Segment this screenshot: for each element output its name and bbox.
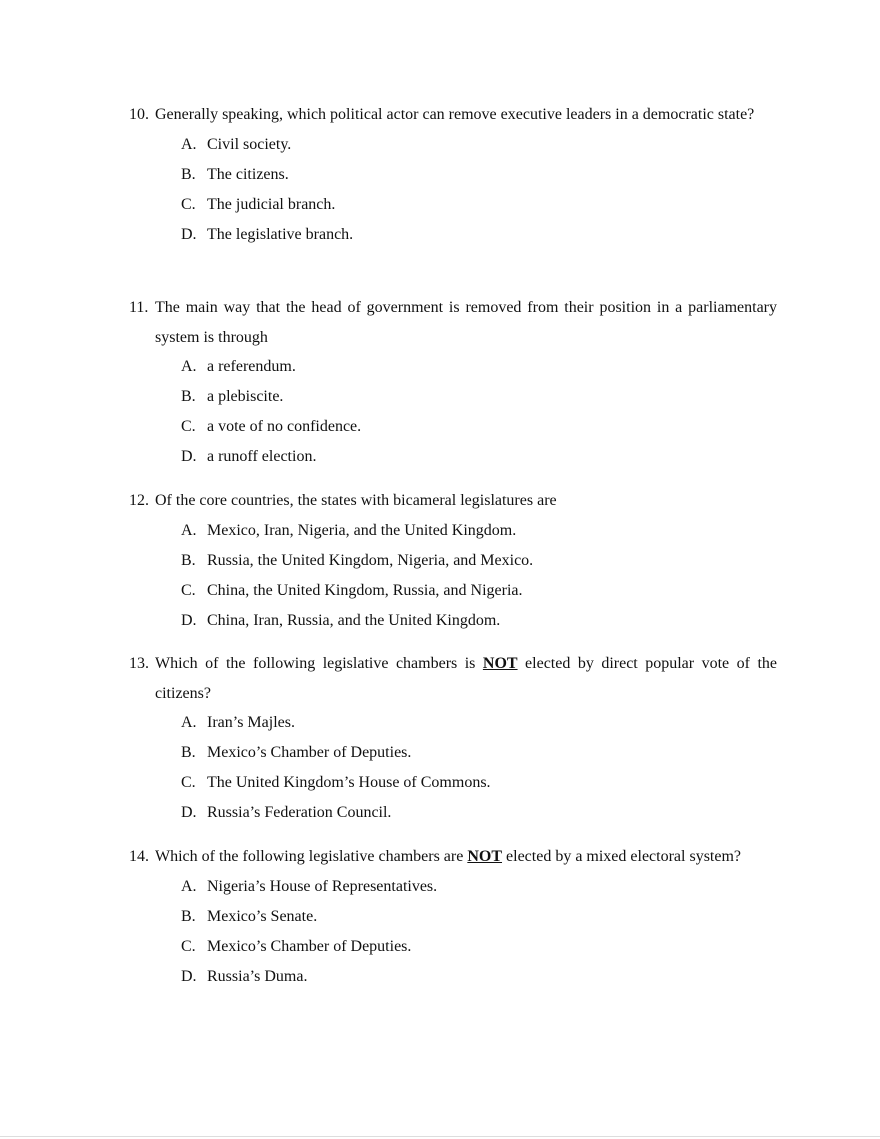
option-text: a vote of no confidence. bbox=[207, 418, 362, 435]
option-letter: B. bbox=[181, 907, 196, 925]
option-text: Russia’s Duma. bbox=[207, 967, 308, 985]
option-text: Mexico, Iran, Nigeria, and the United Kingdom. bbox=[207, 521, 517, 539]
question-text: Of the core countries, the states with bicameral legislatures are bbox=[155, 492, 557, 509]
option-text: Russia’s Federation Council. bbox=[207, 804, 392, 821]
answer-option-b bbox=[181, 738, 777, 768]
option-letter: A. bbox=[181, 877, 197, 895]
answer-option-c bbox=[181, 768, 777, 798]
question-text-before: Which of the following legislative chambers are bbox=[155, 848, 468, 865]
question-10 bbox=[129, 100, 777, 250]
question-11 bbox=[129, 293, 777, 472]
option-letter: B. bbox=[181, 388, 196, 405]
question-text bbox=[155, 649, 777, 708]
answer-option-d bbox=[181, 442, 777, 472]
answer-options bbox=[181, 708, 777, 828]
answer-options bbox=[181, 872, 777, 992]
option-letter: A. bbox=[181, 521, 197, 539]
answer-option-c bbox=[181, 576, 777, 606]
question-text: Generally speaking, which political actor can remove executive leaders in a democratic state? bbox=[155, 106, 755, 123]
answer-option-c bbox=[181, 932, 777, 962]
option-text: Mexico’s Chamber of Deputies. bbox=[207, 744, 412, 761]
option-text: Russia, the United Kingdom, Nigeria, and Mexico. bbox=[207, 551, 534, 569]
option-letter: A. bbox=[181, 135, 197, 153]
question-stem bbox=[129, 842, 777, 872]
answer-option-d bbox=[181, 606, 777, 636]
page-bottom-edge bbox=[0, 1136, 880, 1137]
answer-option-a bbox=[181, 872, 777, 902]
question-13 bbox=[129, 649, 777, 828]
question-number: 11. bbox=[129, 299, 149, 316]
answer-option-d bbox=[181, 798, 777, 828]
question-stem bbox=[129, 486, 777, 516]
question-text-after: elected by a mixed electoral system? bbox=[502, 848, 742, 865]
answer-options bbox=[181, 130, 777, 250]
answer-option-b bbox=[181, 902, 777, 932]
option-letter: B. bbox=[181, 744, 196, 761]
answer-option-b bbox=[181, 382, 777, 412]
option-text: China, Iran, Russia, and the United Kingdom. bbox=[207, 611, 501, 629]
answer-option-b bbox=[181, 546, 777, 576]
option-letter: C. bbox=[181, 418, 196, 435]
answer-option-a bbox=[181, 130, 777, 160]
question-number: 12. bbox=[129, 492, 149, 509]
option-letter: C. bbox=[181, 774, 196, 791]
question-text-after: elected by direct popular vote of the citizens? bbox=[155, 655, 777, 702]
option-letter: D. bbox=[181, 225, 197, 243]
option-letter: D. bbox=[181, 611, 197, 629]
question-text bbox=[155, 842, 777, 872]
answer-option-a bbox=[181, 708, 777, 738]
option-text: a runoff election. bbox=[207, 448, 317, 465]
answer-options bbox=[181, 352, 777, 472]
answer-option-c bbox=[181, 190, 777, 220]
option-letter: D. bbox=[181, 448, 197, 465]
option-text: Mexico’s Chamber of Deputies. bbox=[207, 937, 412, 955]
option-text: The judicial branch. bbox=[207, 195, 336, 213]
answer-option-d bbox=[181, 220, 777, 250]
question-text: The main way that the head of government is removed from their position in a parliamentary system is through bbox=[155, 299, 777, 346]
option-text: a plebiscite. bbox=[207, 388, 284, 405]
answer-option-d bbox=[181, 962, 777, 992]
answer-option-b bbox=[181, 160, 777, 190]
answer-options bbox=[181, 516, 777, 636]
option-letter: B. bbox=[181, 165, 196, 183]
option-letter: C. bbox=[181, 581, 196, 599]
question-number: 13. bbox=[129, 655, 149, 672]
option-text: Mexico’s Senate. bbox=[207, 907, 318, 925]
option-text: The United Kingdom’s House of Commons. bbox=[207, 774, 491, 791]
answer-option-a bbox=[181, 352, 777, 382]
not-emphasis: NOT bbox=[482, 655, 518, 672]
question-text-before: Which of the following legislative chambers is bbox=[155, 655, 483, 672]
option-text: The citizens. bbox=[207, 165, 289, 183]
option-letter: B. bbox=[181, 551, 196, 569]
option-text: Iran’s Majles. bbox=[207, 714, 295, 731]
question-stem bbox=[129, 100, 777, 130]
answer-option-c bbox=[181, 412, 777, 442]
question-12 bbox=[129, 486, 777, 636]
question-number: 14. bbox=[129, 848, 149, 865]
question-stem bbox=[129, 649, 777, 708]
not-emphasis: NOT bbox=[467, 848, 503, 865]
option-text: The legislative branch. bbox=[207, 225, 354, 243]
option-text: a referendum. bbox=[207, 358, 296, 375]
option-letter: A. bbox=[181, 714, 197, 731]
option-text: Civil society. bbox=[207, 135, 292, 153]
option-text: Nigeria’s House of Representatives. bbox=[207, 877, 438, 895]
option-letter: A. bbox=[181, 358, 197, 375]
option-letter: C. bbox=[181, 195, 196, 213]
option-letter: D. bbox=[181, 804, 197, 821]
option-letter: D. bbox=[181, 967, 197, 985]
question-number: 10. bbox=[129, 106, 149, 123]
option-letter: C. bbox=[181, 937, 196, 955]
option-text: China, the United Kingdom, Russia, and Nigeria. bbox=[207, 581, 523, 599]
question-14 bbox=[129, 842, 777, 992]
answer-option-a bbox=[181, 516, 777, 546]
question-stem bbox=[129, 293, 777, 352]
